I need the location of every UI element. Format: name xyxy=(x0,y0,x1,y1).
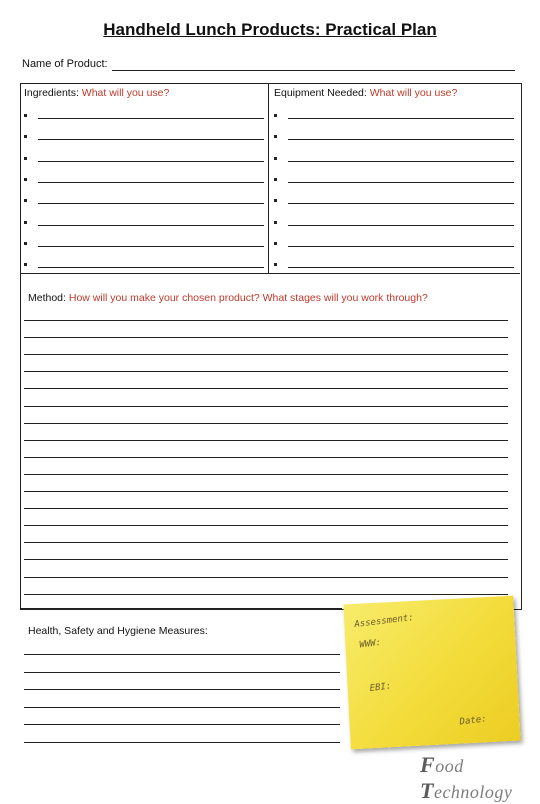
method-line[interactable] xyxy=(24,337,508,338)
health-safety-line[interactable] xyxy=(24,654,340,655)
page-title: Handheld Lunch Products: Practical Plan xyxy=(103,20,437,39)
name-of-product-line[interactable] xyxy=(112,70,515,71)
bullet-icon xyxy=(24,135,27,138)
bullet-icon xyxy=(274,242,277,245)
equipment-line[interactable] xyxy=(288,225,514,226)
ingredients-question: What will you use? xyxy=(81,87,170,99)
equipment-line[interactable] xyxy=(288,161,514,162)
health-safety-line[interactable] xyxy=(24,707,340,708)
bullet-icon xyxy=(274,263,277,266)
bullet-icon xyxy=(274,114,277,117)
ingredients-label: Ingredients: xyxy=(24,87,79,99)
health-safety-line[interactable] xyxy=(24,689,340,690)
method-label: Method: xyxy=(28,292,66,304)
method-line[interactable] xyxy=(24,423,508,424)
method-line[interactable] xyxy=(24,354,508,355)
ingredient-line[interactable] xyxy=(38,203,264,204)
equipment-line[interactable] xyxy=(288,203,514,204)
health-safety-line[interactable] xyxy=(24,724,340,725)
www-label: WWW: xyxy=(358,637,382,651)
health-safety-label: Health, Safety and Hygiene Measures: xyxy=(28,625,208,637)
bullet-icon xyxy=(274,135,277,138)
ebi-label: EBI: xyxy=(369,681,392,694)
method-line[interactable] xyxy=(24,371,508,372)
equipment-line[interactable] xyxy=(288,267,514,268)
logo-letter-t: T xyxy=(420,778,434,803)
bullet-icon xyxy=(24,178,27,181)
equipment-line[interactable] xyxy=(288,118,514,119)
health-safety-heading xyxy=(28,625,208,637)
assessment-sticky-note xyxy=(343,596,520,750)
bullet-icon xyxy=(274,199,277,202)
equipment-line[interactable] xyxy=(288,246,514,247)
equipment-label: Equipment Needed: xyxy=(274,87,367,99)
method-line[interactable] xyxy=(24,508,508,509)
bullet-icon xyxy=(274,221,277,224)
logo-word-technology: echnology xyxy=(433,782,513,802)
ingredient-line[interactable] xyxy=(38,118,264,119)
bullet-icon xyxy=(24,242,27,245)
method-line[interactable] xyxy=(24,491,508,492)
ingredient-line[interactable] xyxy=(38,182,264,183)
bullet-icon xyxy=(24,114,27,117)
bullet-icon xyxy=(274,178,277,181)
method-line[interactable] xyxy=(24,559,508,560)
method-line[interactable] xyxy=(24,542,508,543)
method-line[interactable] xyxy=(24,457,508,458)
method-line[interactable] xyxy=(24,388,508,389)
method-line[interactable] xyxy=(24,577,508,578)
food-technology-logo xyxy=(420,752,540,804)
health-safety-line[interactable] xyxy=(24,672,340,673)
ingredient-line[interactable] xyxy=(38,139,264,140)
method-line[interactable] xyxy=(24,406,508,407)
logo-letter-f: F xyxy=(420,752,436,777)
method-question: How will you make your chosen product? What stages will you work through? xyxy=(68,292,428,304)
health-safety-line[interactable] xyxy=(24,742,340,743)
ingredients-heading xyxy=(24,87,169,99)
method-line[interactable] xyxy=(24,474,508,475)
column-divider xyxy=(268,83,269,273)
ingredient-line[interactable] xyxy=(38,225,264,226)
ingredient-line[interactable] xyxy=(38,246,264,247)
bullet-icon xyxy=(24,157,27,160)
method-line[interactable] xyxy=(24,525,508,526)
plan-box xyxy=(20,83,522,610)
bullet-icon xyxy=(24,199,27,202)
bullet-icon xyxy=(24,263,27,266)
date-label: Date: xyxy=(459,714,488,728)
method-heading xyxy=(28,292,428,304)
name-of-product-label: Name of Product: xyxy=(22,58,108,70)
method-line[interactable] xyxy=(24,594,508,595)
bullet-icon xyxy=(274,157,277,160)
assessment-label: Assessment: xyxy=(353,612,415,631)
ingredient-line[interactable] xyxy=(38,161,264,162)
method-divider xyxy=(20,273,520,274)
method-line[interactable] xyxy=(24,440,508,441)
equipment-line[interactable] xyxy=(288,139,514,140)
ingredient-line[interactable] xyxy=(38,267,264,268)
method-line[interactable] xyxy=(24,320,508,321)
bullet-icon xyxy=(24,221,27,224)
health-safety-divider xyxy=(20,608,342,609)
logo-word-food: ood xyxy=(435,756,464,776)
equipment-line[interactable] xyxy=(288,182,514,183)
equipment-question: What will you use? xyxy=(369,87,458,99)
equipment-heading xyxy=(274,87,457,99)
